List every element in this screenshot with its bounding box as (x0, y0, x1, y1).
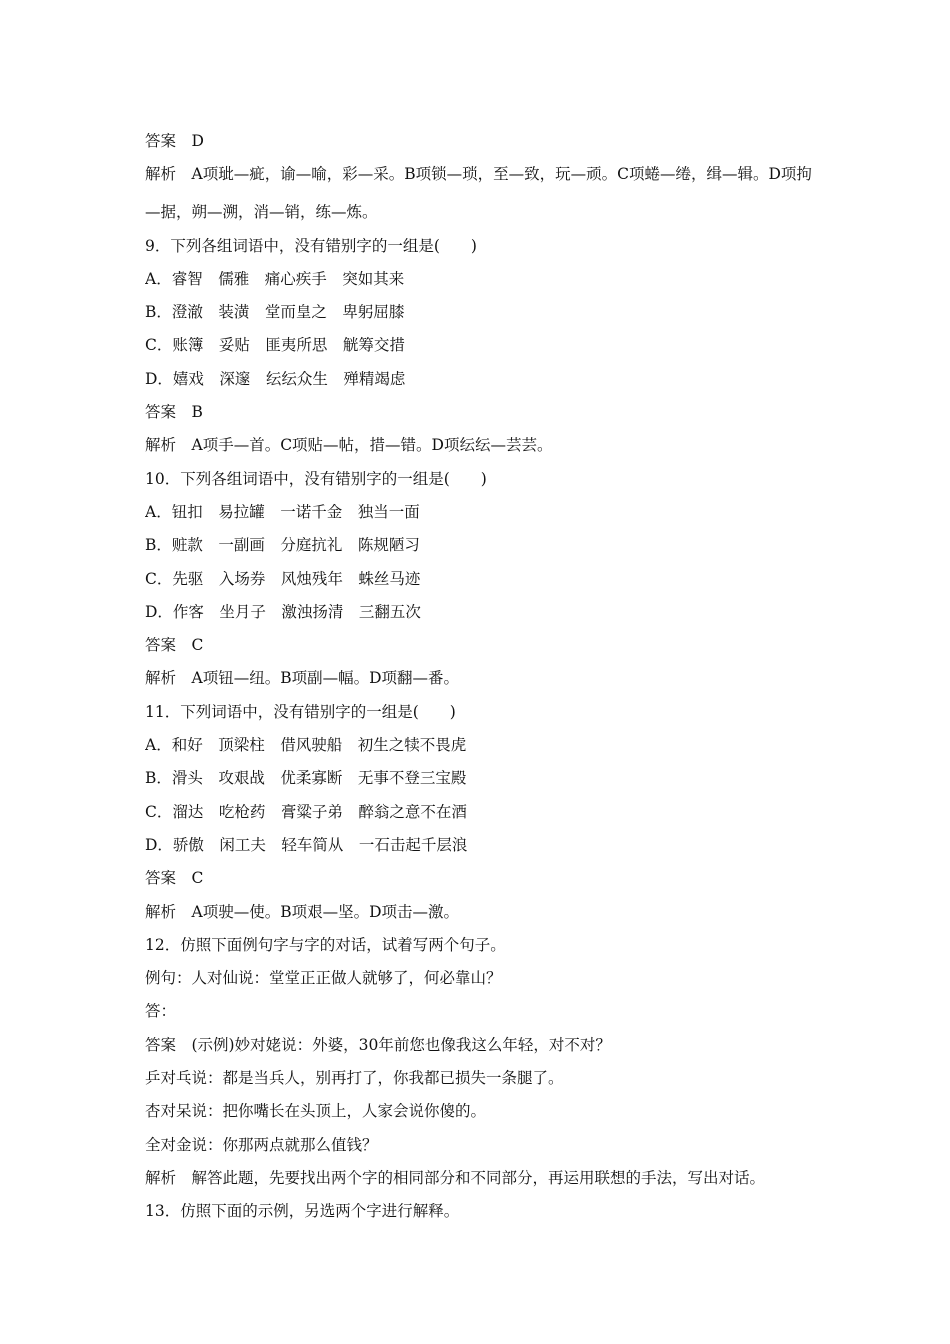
analysis-line: 解析 A项手—首。C项贴—帖，措—错。D项纭纭—芸芸。 (145, 436, 553, 455)
question-11: 11．下列词语中，没有错别字的一组是( ) (145, 702, 456, 721)
answer-line: 答案 B (145, 403, 203, 422)
question-9: 9．下列各组词语中，没有错别字的一组是( ) (145, 236, 477, 255)
answer-example-line: 全对金说：你那两点就那么值钱？ (145, 1135, 378, 1154)
option-c: C．先驱 入场券 风烛残年 蛛丝马迹 (145, 569, 421, 588)
document-body (145, 125, 825, 1229)
analysis-line: 解析 解答此题，先要找出两个字的相同部分和不同部分，再运用联想的手法，写出对话。 (145, 1168, 766, 1187)
question-10: 10．下列各组词语中，没有错别字的一组是( ) (145, 469, 487, 488)
answer-line: 答案 (示例)妙对姥说：外婆，30年前您也像我这么年轻，对不对？ (145, 1035, 611, 1054)
answer-line: 答案 C (145, 869, 204, 888)
option-d: D．骄傲 闲工夫 轻车简从 一石击起千层浪 (145, 835, 468, 854)
option-a: A．钮扣 易拉罐 一诺千金 独当一面 (145, 502, 420, 521)
answer-line: 答案 D (145, 132, 204, 150)
answer-example-line: 乒对乓说：都是当兵人，别再打了，你我都已损失一条腿了。 (145, 1069, 564, 1088)
option-d: D．作客 坐月子 激浊扬清 三翻五次 (145, 602, 421, 621)
analysis-line-continued: —据，朔—溯，消—销，练—炼。 (145, 203, 378, 222)
option-b: B．滑头 攻艰战 优柔寡断 无事不登三宝殿 (145, 769, 467, 788)
question-13: 13．仿照下面的示例，另选两个字进行解释。 (145, 1202, 460, 1221)
option-d: D．嬉戏 深邃 纭纭众生 殚精竭虑 (145, 369, 406, 388)
answer-prompt: 答： (145, 1002, 177, 1021)
answer-example-line: 杏对呆说：把你嘴长在头顶上，人家会说你傻的。 (145, 1102, 487, 1121)
option-c: C．账簿 妥贴 匪夷所思 觥筹交措 (145, 336, 405, 355)
analysis-line: 解析 A项钮—纽。B项副—幅。D项翻—番。 (145, 669, 460, 688)
example-sentence: 例句：人对仙说：堂堂正正做人就够了，何必靠山？ (145, 969, 502, 988)
analysis-line: 解析 A项玼—疵，谕—喻，彩—采。B项锁—琐，至—致，玩—顽。C项蜷—绻，缉—辑。D项拘 (145, 165, 812, 184)
analysis-line: 解析 A项驶—使。B项艰—坚。D项击—激。 (145, 902, 460, 921)
option-a: A．和好 顶梁柱 借风驶船 初生之犊不畏虎 (145, 736, 467, 755)
answer-line: 答案 C (145, 636, 204, 655)
option-b: B．澄澈 装潢 堂而皇之 卑躬屈膝 (145, 303, 405, 322)
option-c: C．溜达 吃枪药 膏粱子弟 醉翁之意不在酒 (145, 802, 467, 821)
question-12: 12．仿照下面例句字与字的对话，试着写两个句子。 (145, 935, 506, 954)
option-a: A．睿智 儒雅 痛心疾手 突如其来 (145, 269, 405, 288)
option-b: B．赃款 一副画 分庭抗礼 陈规陋习 (145, 536, 420, 555)
